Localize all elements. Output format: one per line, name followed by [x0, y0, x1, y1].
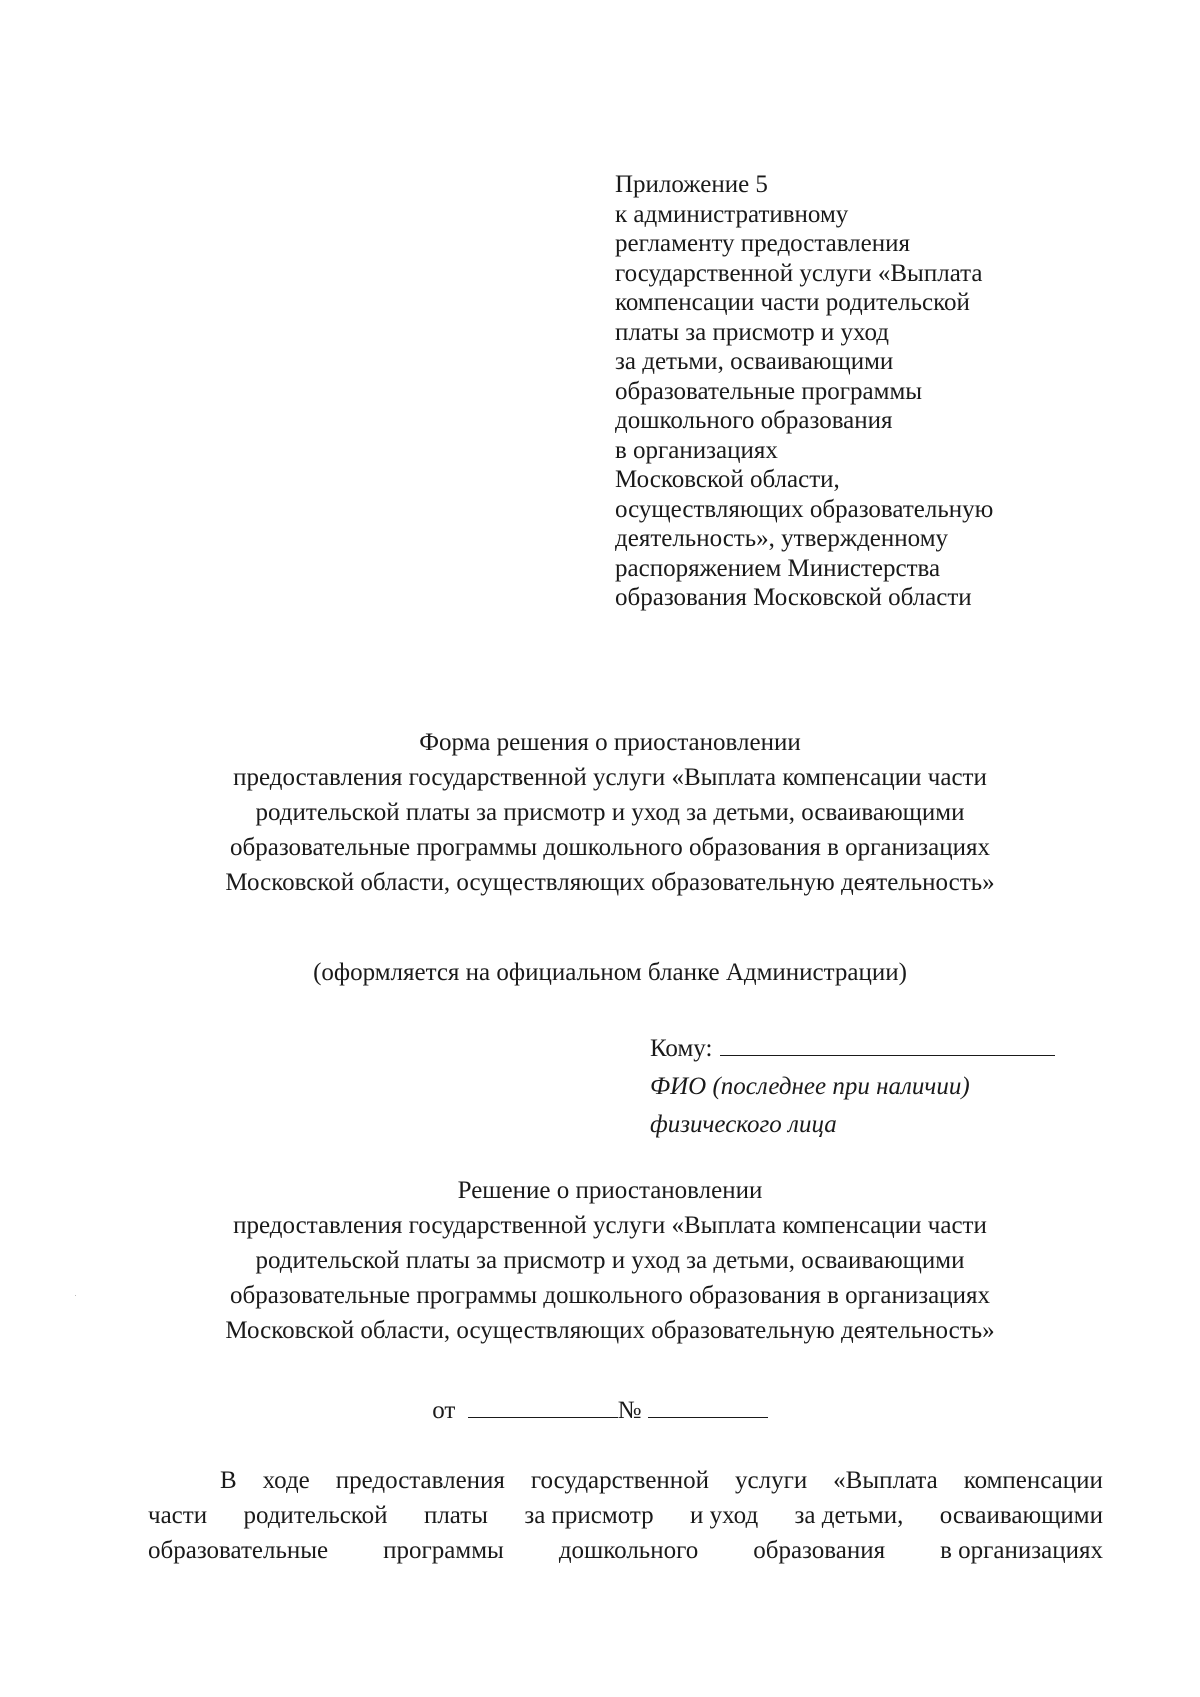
date-blank-line: [468, 1395, 618, 1418]
appendix-line: осуществляющих образовательную: [615, 495, 994, 523]
appendix-line: распоряжением Министерства: [615, 554, 941, 582]
form-title-line: образовательные программы дошкольного образования в организациях: [230, 834, 990, 861]
appendix-line: Приложение 5: [615, 171, 768, 198]
form-title-line: предоставления государственной услуги «Выплата компенсации части: [233, 764, 987, 791]
word: государственной: [530, 1467, 710, 1494]
appendix-line: компенсации части родительской: [615, 289, 970, 316]
appendix-line: дошкольного образования: [615, 407, 893, 434]
word: ходе: [262, 1467, 310, 1494]
appendix-header: [615, 170, 1055, 613]
date-from-label: от: [432, 1397, 456, 1424]
recipient-blank-line: [720, 1033, 1055, 1056]
word: осваивающими: [939, 1502, 1103, 1529]
blank-note-text: (оформляется на официальном бланке Администрации): [313, 959, 907, 986]
word: образования: [753, 1537, 886, 1564]
form-title: [170, 725, 1050, 900]
recipient-hint-1: ФИО (последнее при наличии): [650, 1073, 970, 1100]
word: части: [148, 1502, 208, 1529]
appendix-line: платы за присмотр и уход: [615, 318, 889, 346]
word: родительской: [243, 1502, 388, 1529]
appendix-line: к административному: [615, 200, 849, 228]
body-line-3: [148, 1533, 1103, 1568]
decision-title: [170, 1173, 1050, 1348]
recipient-block: [650, 1030, 1070, 1144]
date-number-row: [0, 1395, 1200, 1427]
number-blank-line: [648, 1395, 768, 1418]
word: предоставления: [335, 1467, 505, 1494]
form-title-line: родительской платы за присмотр и уход за детьми, осваивающими: [255, 799, 965, 826]
word: В: [220, 1467, 237, 1494]
decision-title-line: предоставления государственной услуги «Выплата компенсации части: [233, 1212, 987, 1239]
body-paragraph: [148, 1463, 1103, 1568]
appendix-line: государственной услуги «Выплата: [615, 259, 983, 287]
form-title-line: Форма решения о приостановлении: [419, 729, 801, 756]
word: образовательные: [148, 1537, 329, 1564]
scan-speck: [75, 1295, 76, 1296]
appendix-line: Московской области,: [615, 466, 840, 493]
word: программы: [383, 1537, 504, 1564]
word: за детьми,: [794, 1502, 904, 1529]
word: компенсации: [963, 1467, 1103, 1494]
word: за присмотр: [524, 1502, 654, 1529]
body-line-2: [148, 1498, 1103, 1533]
decision-title-line: Решение о приостановлении: [457, 1177, 763, 1204]
blank-note: [170, 955, 1050, 990]
decision-title-line: родительской платы за присмотр и уход за детьми, осваивающими: [255, 1247, 965, 1274]
word: в организациях: [940, 1537, 1103, 1564]
body-line-1: [148, 1463, 1103, 1498]
appendix-line: регламенту предоставления: [615, 230, 911, 257]
word: услуги: [735, 1467, 808, 1494]
appendix-line: за детьми, осваивающими: [615, 348, 894, 375]
recipient-hint-2: физического лица: [650, 1111, 837, 1138]
word: «Выплата: [833, 1467, 938, 1494]
form-title-line: Московской области, осуществляющих образовательную деятельность»: [225, 869, 995, 896]
appendix-line: образования Московской области: [615, 584, 972, 611]
word: платы: [423, 1502, 488, 1529]
word: и уход: [689, 1502, 759, 1529]
number-label: №: [617, 1397, 642, 1424]
recipient-label: Кому:: [650, 1035, 713, 1062]
appendix-line: образовательные программы: [615, 377, 923, 405]
decision-title-line: Московской области, осуществляющих образовательную деятельность»: [225, 1317, 995, 1344]
recipient-row: [650, 1030, 1070, 1068]
decision-title-line: образовательные программы дошкольного образования в организациях: [230, 1282, 990, 1309]
appendix-line: в организациях: [615, 436, 778, 464]
word: дошкольного: [558, 1537, 699, 1564]
appendix-line: деятельность», утвержденному: [615, 525, 949, 552]
